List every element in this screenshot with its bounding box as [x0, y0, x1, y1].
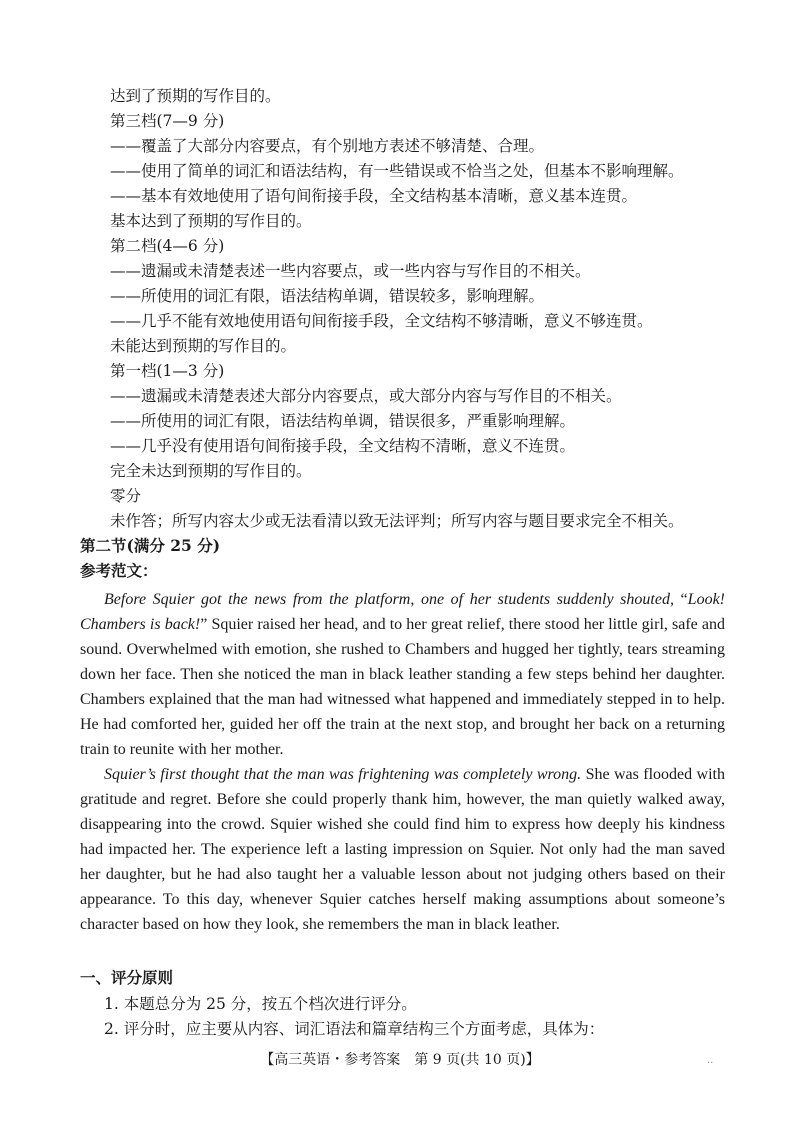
tier3-point-3: ——基本有效地使用了语句间衔接手段，全文结构基本清晰，意义基本连贯。 — [110, 187, 638, 205]
essay-p1-quote-open: “ — [673, 591, 688, 608]
page-footer: 【高三英语・参考答案 第 9 页(共 10 页)】 — [260, 1052, 540, 1068]
tier4-closing: 达到了预期的写作目的。 — [110, 87, 281, 105]
tier3-point-1: ——覆盖了大部分内容要点，有个别地方表述不够清楚、合理。 — [110, 137, 545, 155]
tier2-point-1: ——遗漏或未清楚表述一些内容要点，或一些内容与写作目的不相关。 — [110, 262, 591, 280]
principle-item-1: 1. 本题总分为 25 分，按五个档次进行评分。 — [104, 995, 417, 1013]
tier2-closing: 未能达到预期的写作目的。 — [110, 337, 297, 355]
tier3-point-2: ——使用了简单的词汇和语法结构，有一些错误或不恰当之处，但基本不影响理解。 — [110, 162, 684, 180]
tier0-heading: 零分 — [110, 487, 142, 505]
essay-p1-lead: Before Squier got the news from the platform, one of her students suddenly shouted, — [104, 591, 674, 608]
sample-essay-label: 参考范文： — [80, 561, 158, 580]
principle-item-2: 2. 评分时，应主要从内容、词汇语法和篇章结构三个方面考虑，具体为： — [104, 1020, 605, 1038]
essay-p2-lead: Squier’s first thought that the man was frightening was completely wrong. — [104, 766, 582, 783]
tier1-point-3: ——几乎没有使用语句间衔接手段，全文结构不清晰，意义不连贯。 — [110, 437, 576, 455]
tier3-heading: 第三档(7—9 分) — [110, 112, 225, 130]
essay-p2-body: She was flooded with gratitude and regret. Before she could properly thank him, however, the man quietly walked away, disappearing into the crowd. Squier wished she could find him to express how deeply his kindness had impacted her. The experience left a lasting impression on Squier. Not only had the man saved her daughter, but he had also taught her a valuable lesson about not judging others based on their appearance. To this day, whenever Squier catches herself making assumptions about someone’s character based on how they look, she remembers the man in black leather. — [80, 766, 726, 933]
tier1-point-2: ——所使用的词汇有限，语法结构单调，错误很多，严重影响理解。 — [110, 412, 576, 430]
scan-mark: .. — [707, 1055, 714, 1066]
essay-paragraph-1 — [80, 587, 725, 762]
tier2-point-3: ——几乎不能有效地使用语句间衔接手段，全文结构不够清晰，意义不够连贯。 — [110, 312, 653, 330]
essay-p1-body: ” Squier raised her head, and to her great relief, there stood her little girl, safe and sound. Overwhelmed with emotion, she rushed to Chambers and hugged her tightly, tears streaming down her face. Then she noticed the man in black leather standing a few steps behind her daughter. Chambers explained that the man had witnessed what happened and immediately stepped in to help. He had comforted her, guided her off the train at the next stop, and brought her back on a returning train to reunite with her mother. — [80, 616, 725, 758]
tier0-description: 未作答；所写内容太少或无法看清以致无法评判；所写内容与题目要求完全不相关。 — [110, 512, 684, 530]
tier2-heading: 第二档(4—6 分) — [110, 237, 225, 255]
essay-p1-quote: Look! Chambers is back! — [80, 591, 725, 633]
tier2-point-2: ——所使用的词汇有限，语法结构单调，错误较多，影响理解。 — [110, 287, 545, 305]
tier1-point-1: ——遗漏或未清楚表述大部分内容要点，或大部分内容与写作目的不相关。 — [110, 387, 622, 405]
tier1-heading: 第一档(1—3 分) — [110, 362, 225, 380]
section2-title: 第二节(满分 25 分) — [80, 536, 221, 555]
essay-paragraph-2 — [80, 762, 725, 937]
tier3-closing: 基本达到了预期的写作目的。 — [110, 212, 312, 230]
sample-essay — [80, 587, 725, 937]
scoring-principles-title: 一、评分原则 — [80, 968, 174, 987]
tier1-closing: 完全未达到预期的写作目的。 — [110, 462, 312, 480]
